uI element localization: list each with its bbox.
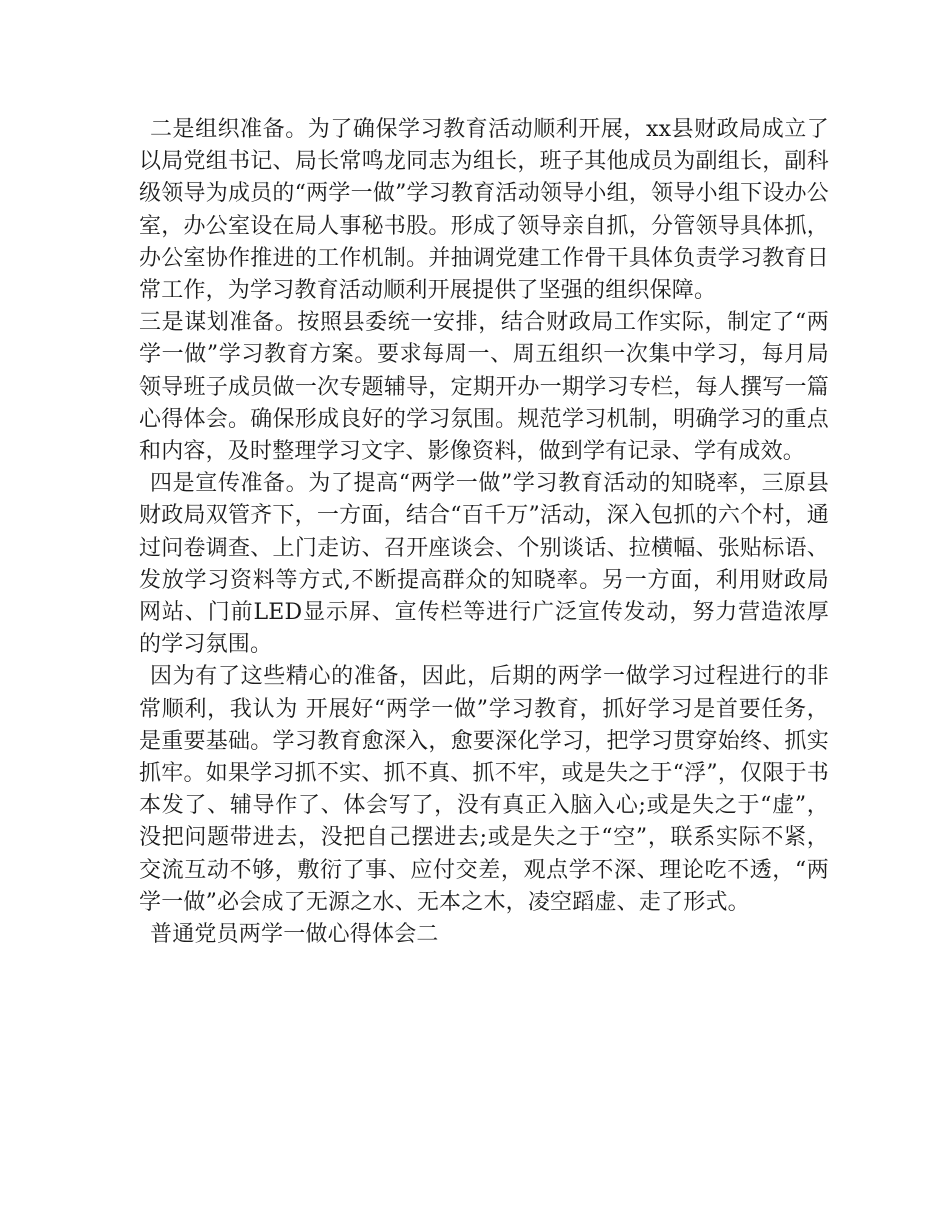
paragraph-planning: 三是谋划准备。按照县委统一安排，结合财政局工作实际，制定了“两学一做”学习教育方案。要求每周一、周五组织一次集中学习，每月局领导班子成员做一次专题辅导，定期开办一期学习专栏，每人撰写一篇心得体会。确保形成良好的学习氛围。规范学习机制，明确学习的重点和内容，及时整理学习文字、影像资料，做到学有记录、学有成效。: [139, 310, 829, 465]
paragraph-organization: 二是组织准备。为了确保学习教育活动顺利开展，xx县财政局成立了以局党组书记、局长常鸣龙同志为组长，班子其他成员为副组长，副科级领导为成员的“两学一做”学习教育活动领导小组，领导小组下设办公室，办公室设在局人事秘书股。形成了领导亲自抓，分管领导具体抓，办公室协作推进的工作机制。并抽调党建工作骨干具体负责学习教育日常工作，为学习教育活动顺利开展提供了坚强的组织保障。: [139, 117, 829, 304]
section-heading: 普通党员两学一做心得体会二: [150, 922, 439, 948]
paragraph-publicity: 四是宣传准备。为了提高“两学一做”学习教育活动的知晓率，三原县财政局双管齐下，一方面，结合“百千万”活动，深入包抓的六个村，通过问卷调查、上门走访、召开座谈会、个别谈话、拉横幅、张贴标语、发放学习资料等方式,不断提高群众的知晓率。另一方面，利用财政局网站、门前LED显示屏、宣传栏等进行广泛宣传发动，努力营造浓厚的学习氛围。: [139, 471, 829, 658]
document-body: [139, 114, 829, 951]
paragraph-reflection: 因为有了这些精心的准备，因此，后期的两学一做学习过程进行的非常顺利，我认为 开展好“两学一做”学习教育，抓好学习是首要任务，是重要基础。学习教育愈深入，愈要深化学习，把学习贯穿始终、抓实抓牢。如果学习抓不实、抓不真、抓不牢，或是失之于“浮”，仅限于书本发了、辅导作了、体会写了，没有真正入脑入心;或是失之于“虚”，没把问题带进去，没把自己摆进去;或是失之于“空”，联系实际不紧，交流互动不够，敷衍了事、应付交差，观点学不深、理论吃不透，“两学一做”必会成了无源之水、无本之木，凌空蹈虚、走了形式。: [139, 664, 829, 915]
